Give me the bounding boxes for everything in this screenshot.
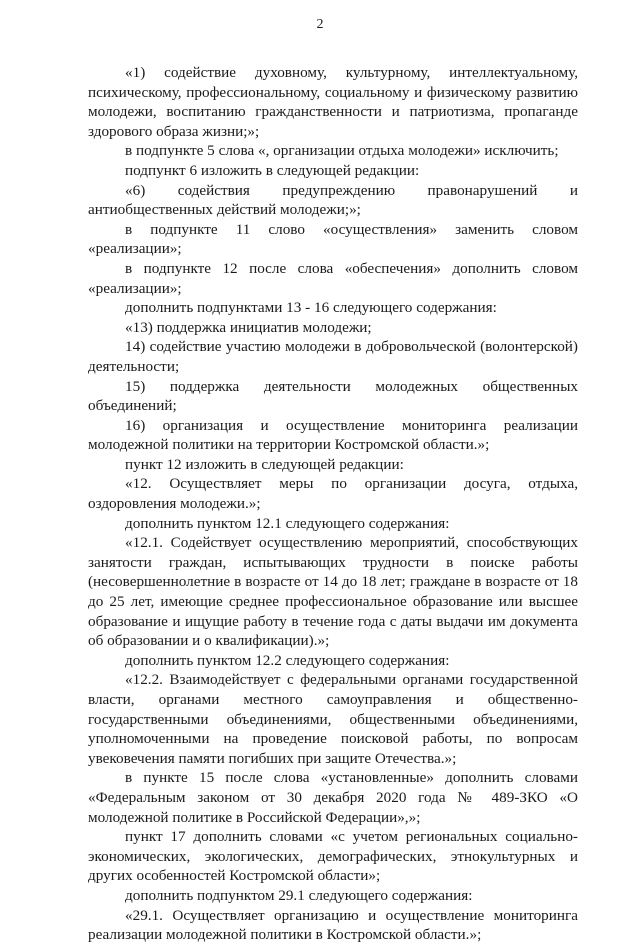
paragraph-subpoint-13: «13) поддержка инициатив молодежи; bbox=[125, 318, 372, 336]
paragraph-point-15-amend: в пункте 15 после слова «установленные» дополнить словами «Федеральным законом от 30 декабря 2020 года № 489-ЗКО «О молодежной политике в Российской Федерации»,»; bbox=[88, 769, 578, 826]
paragraph-subpoint-1: «1) содействие духовному, культурному, интеллектуальному, психическому, профессиональному, социальному и физическому развитию молодежи, воспитанию гражданственности и патриотизма, пропаганде здорового образа жизни;»; bbox=[88, 64, 578, 140]
paragraph-subpoint-6-intro: подпункт 6 изложить в следующей редакции: bbox=[125, 161, 420, 179]
paragraph-point-12-2-intro: дополнить пунктом 12.2 следующего содержания: bbox=[125, 651, 450, 669]
document-body bbox=[88, 63, 578, 945]
paragraph-point-12-2: «12.2. Взаимодействует с федеральными органами государственной власти, органами местного самоуправления и общественно-государственными объединениями, общественными объединениями, уполномоченными на проведение поисковой работы, по вопросам увековечения памяти погибших при защите Отечества.»; bbox=[88, 671, 578, 767]
page-number: 2 bbox=[316, 17, 324, 32]
paragraph-subpoint-11-amend: в подпункте 11 слово «осуществления» заменить словом «реализации»; bbox=[88, 220, 578, 258]
paragraph-point-12: «12. Осуществляет меры по организации досуга, отдыха, оздоровления молодежи.»; bbox=[88, 475, 578, 513]
paragraph-subpoint-12-amend: в подпункте 12 после слова «обеспечения» дополнить словом «реализации»; bbox=[88, 259, 578, 297]
paragraph-subpoint-14: 14) содействие участию молодежи в добровольческой (волонтерской) деятельности; bbox=[88, 338, 578, 375]
paragraph-point-17-amend: пункт 17 дополнить словами «с учетом региональных социально-экономических, экологических, демографических, этнокультурных и других особенностей Костромской области»; bbox=[88, 828, 578, 885]
paragraph-subpoint-6: «6) содействия предупреждению правонарушений и антиобщественных действий молодежи;»; bbox=[88, 181, 578, 219]
paragraph-point-12-1-intro: дополнить пунктом 12.1 следующего содержания: bbox=[125, 514, 450, 532]
paragraph-subpoints-13-16-intro: дополнить подпунктами 13 - 16 следующего содержания: bbox=[125, 299, 497, 317]
paragraph-subpoint-5-amend: в подпункте 5 слова «, организации отдыха молодежи» исключить; bbox=[125, 142, 559, 160]
paragraph-subpoint-16: 16) организация и осуществление мониторинга реализации молодежной политики на территории Костромской области.»; bbox=[88, 416, 578, 454]
paragraph-point-12-intro: пункт 12 изложить в следующей редакции: bbox=[125, 455, 404, 473]
paragraph-point-12-1: «12.1. Содействует осуществлению мероприятий, способствующих занятости граждан, испытывающих трудности в поиске работы (несовершеннолетние в возрасте от 14 до 18 лет; граждане в возрасте от 18 до 25 лет, имеющие среднее профессиональное образование или высшее образование и ищущие работу в течение года с даты выдачи им документа об образовании и о квалификации).»; bbox=[88, 534, 578, 650]
paragraph-subpoint-15: 15) поддержка деятельности молодежных общественных объединений; bbox=[88, 377, 578, 415]
paragraph-subpoint-29-1-intro: дополнить подпунктом 29.1 следующего содержания: bbox=[125, 886, 473, 904]
paragraph-subpoint-29-1: «29.1. Осуществляет организацию и осуществление мониторинга реализации молодежной политики в Костромской области.»; bbox=[88, 906, 578, 944]
